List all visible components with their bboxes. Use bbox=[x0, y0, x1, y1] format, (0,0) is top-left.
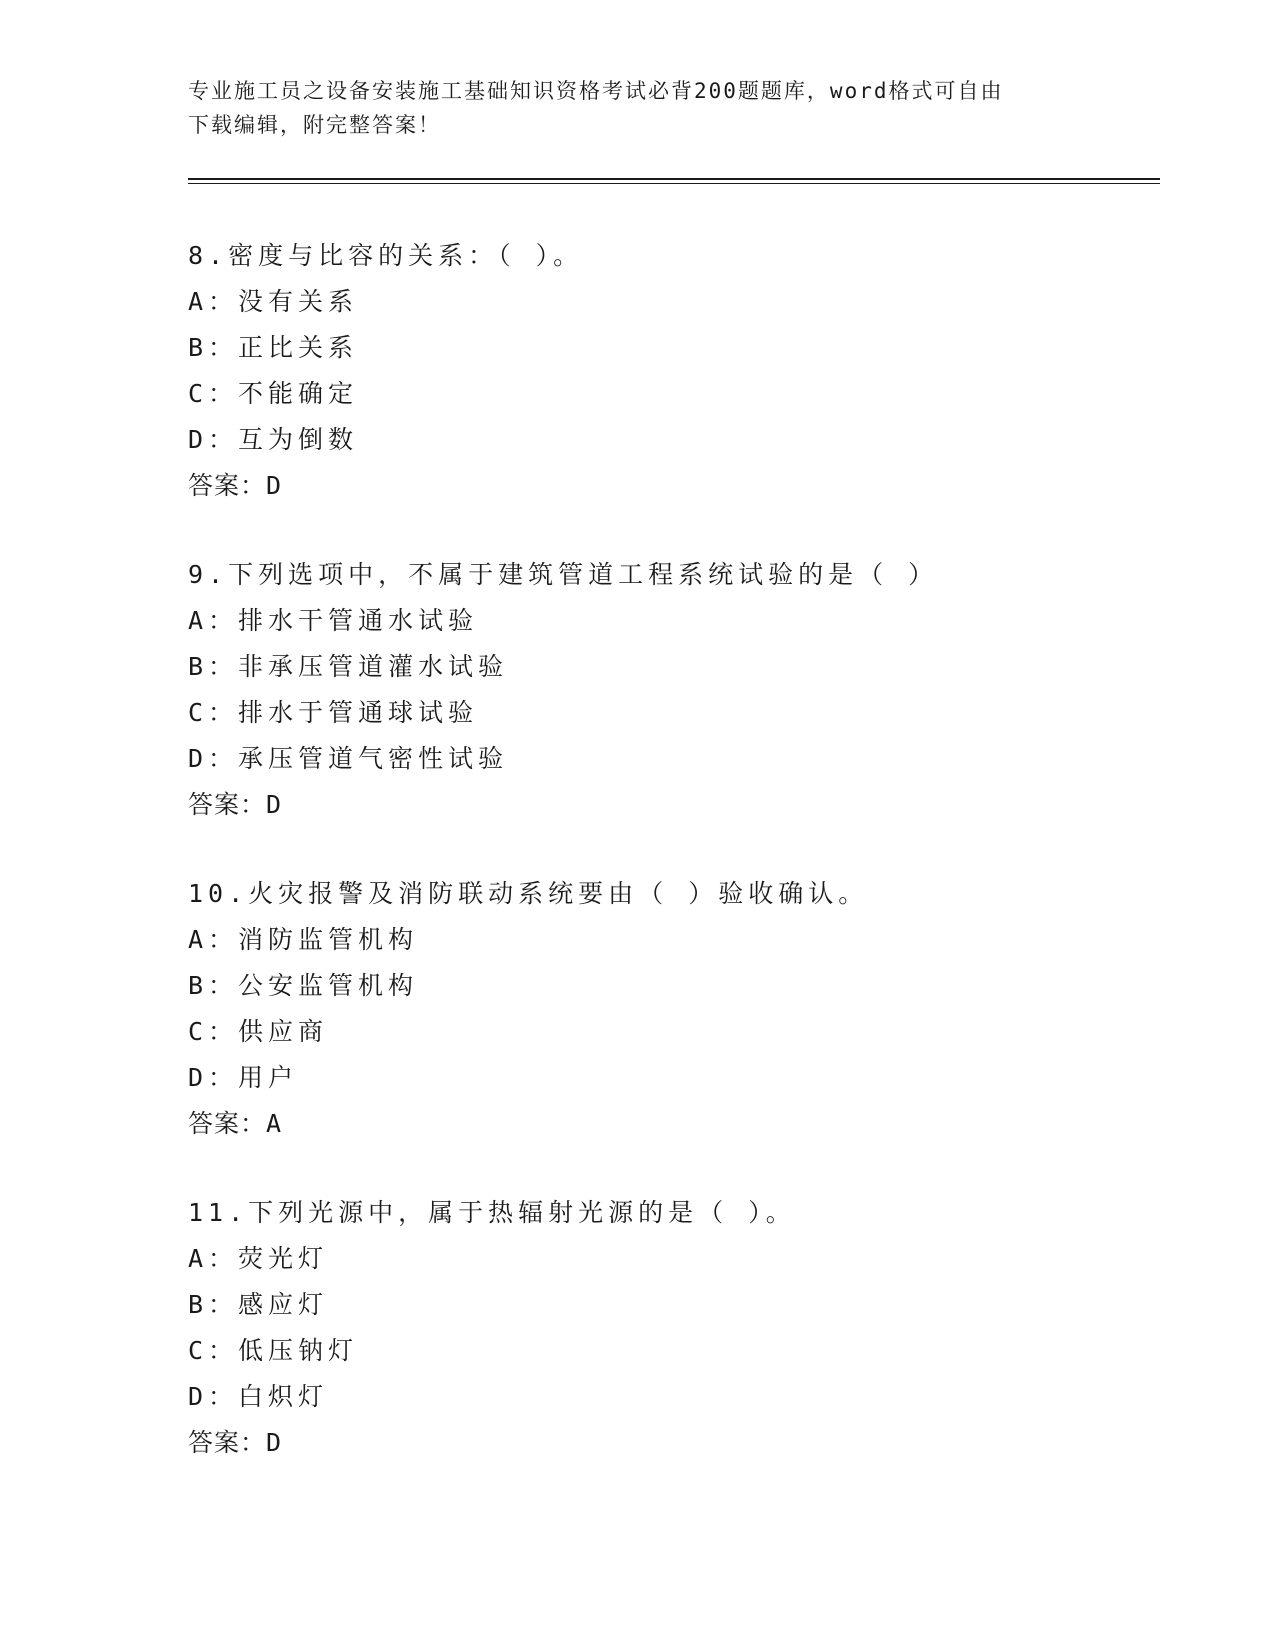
option-b: B：感应灯 bbox=[188, 1290, 329, 1319]
question-8 bbox=[188, 233, 1148, 509]
question-stem: 9.下列选项中，不属于建筑管道工程系统试验的是（ ） bbox=[188, 560, 939, 589]
question-10 bbox=[188, 871, 1148, 1147]
answer: 答案：A bbox=[188, 1109, 283, 1138]
header-line-1: 专业施工员之设备安装施工基础知识资格考试必背200题题库，word格式可自由 bbox=[188, 79, 1004, 103]
option-a: A：荧光灯 bbox=[188, 1244, 329, 1273]
option-b: B：非承压管道灌水试验 bbox=[188, 652, 509, 681]
option-c: C：低压钠灯 bbox=[188, 1336, 359, 1365]
option-a: A：排水干管通水试验 bbox=[188, 606, 479, 635]
document-header bbox=[188, 74, 1088, 142]
option-c: C：不能确定 bbox=[188, 379, 359, 408]
header-divider-thick bbox=[188, 178, 1160, 180]
answer: 答案：D bbox=[188, 790, 283, 819]
answer: 答案：D bbox=[188, 1428, 283, 1457]
answer: 答案：D bbox=[188, 471, 283, 500]
question-stem: 8.密度与比容的关系：（ ）。 bbox=[188, 241, 584, 270]
option-c: C：供应商 bbox=[188, 1017, 329, 1046]
option-d: D：用户 bbox=[188, 1063, 299, 1092]
option-a: A：消防监管机构 bbox=[188, 925, 419, 954]
question-stem: 10.火灾报警及消防联动系统要由（ ）验收确认。 bbox=[188, 879, 869, 908]
option-c: C：排水于管通球试验 bbox=[188, 698, 479, 727]
header-line-2: 下载编辑，附完整答案！ bbox=[188, 113, 441, 137]
header-divider-thin bbox=[188, 183, 1160, 184]
question-stem: 11.下列光源中，属于热辐射光源的是（ ）。 bbox=[188, 1198, 796, 1227]
option-d: D：承压管道气密性试验 bbox=[188, 744, 509, 773]
question-9 bbox=[188, 552, 1148, 828]
option-d: D：互为倒数 bbox=[188, 425, 359, 454]
question-11 bbox=[188, 1190, 1148, 1466]
option-b: B：公安监管机构 bbox=[188, 971, 419, 1000]
option-a: A：没有关系 bbox=[188, 287, 359, 316]
option-d: D：白炽灯 bbox=[188, 1382, 329, 1411]
option-b: B：正比关系 bbox=[188, 333, 359, 362]
